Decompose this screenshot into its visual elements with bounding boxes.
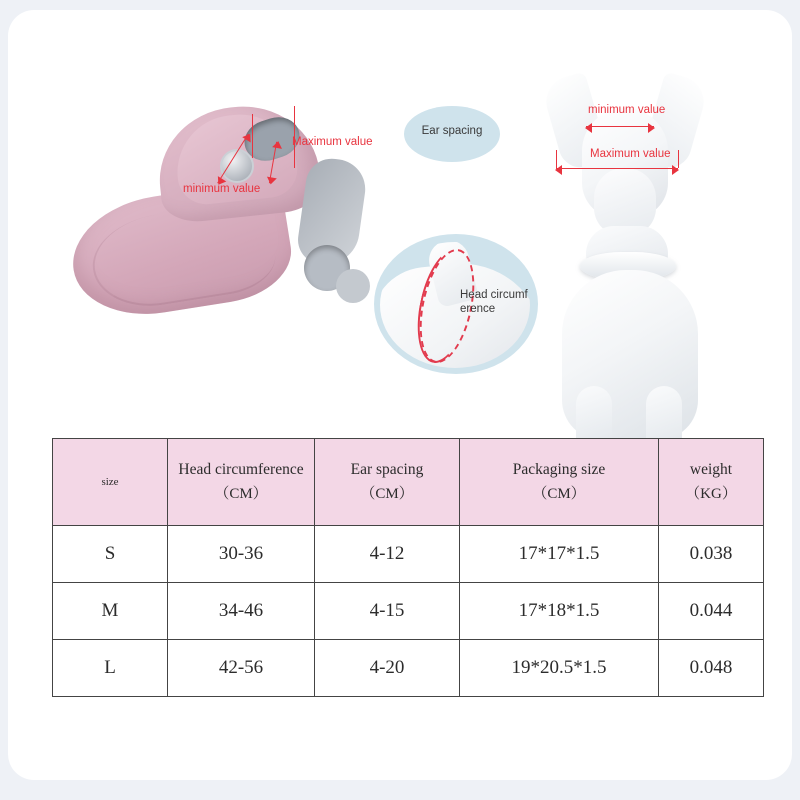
table-row bbox=[53, 640, 764, 697]
cell-weight: 0.044 bbox=[659, 583, 764, 640]
header-size bbox=[53, 439, 168, 526]
header-weight-unit: （KG） bbox=[685, 486, 737, 502]
header-packaging-size-title: Packaging size bbox=[512, 461, 606, 478]
size-spec-table bbox=[52, 438, 764, 697]
cell-size: M bbox=[53, 583, 168, 640]
header-head-circumference-title: Head circumference bbox=[178, 461, 304, 478]
table-row bbox=[53, 526, 764, 583]
cap-min-label: minimum value bbox=[183, 183, 261, 195]
header-ear-spacing-unit: （CM） bbox=[360, 486, 414, 502]
product-spec-card bbox=[8, 10, 792, 780]
header-packaging-size-unit: （CM） bbox=[532, 486, 586, 502]
cell-head-circumference: 30-36 bbox=[168, 526, 315, 583]
header-weight bbox=[659, 439, 764, 526]
cell-packaging-size: 17*18*1.5 bbox=[460, 583, 659, 640]
cell-size: L bbox=[53, 640, 168, 697]
table-header-row bbox=[53, 439, 764, 526]
cell-weight: 0.038 bbox=[659, 526, 764, 583]
table-body bbox=[53, 526, 764, 697]
cell-packaging-size: 19*20.5*1.5 bbox=[460, 640, 659, 697]
table-row bbox=[53, 583, 764, 640]
header-ear-spacing bbox=[315, 439, 460, 526]
dog-min-arrow bbox=[586, 126, 654, 127]
cell-weight: 0.048 bbox=[659, 640, 764, 697]
dog-max-arrow bbox=[556, 168, 678, 169]
cell-ear-spacing: 4-12 bbox=[315, 526, 460, 583]
head-circumference-text bbox=[460, 288, 536, 316]
header-head-circumference-unit: （CM） bbox=[214, 486, 268, 502]
header-size-title: size bbox=[101, 476, 119, 488]
cell-size: S bbox=[53, 526, 168, 583]
cell-head-circumference: 42-56 bbox=[168, 640, 315, 697]
cell-ear-spacing: 4-20 bbox=[315, 640, 460, 697]
cell-packaging-size: 17*17*1.5 bbox=[460, 526, 659, 583]
dog-min-label: minimum value bbox=[588, 104, 666, 116]
header-packaging-size bbox=[460, 439, 659, 526]
cap-strap-buckle bbox=[336, 269, 370, 303]
table-header bbox=[53, 439, 764, 526]
header-head-circumference bbox=[168, 439, 315, 526]
header-ear-spacing-title: Ear spacing bbox=[350, 461, 424, 478]
cell-ear-spacing: 4-15 bbox=[315, 583, 460, 640]
head-circumference-text-line1: Head circumf bbox=[460, 289, 528, 301]
illustration-area bbox=[8, 10, 792, 430]
pink-cap-illustration bbox=[48, 85, 358, 330]
dog-max-label: Maximum value bbox=[590, 148, 671, 160]
cell-head-circumference: 34-46 bbox=[168, 583, 315, 640]
head-circumference-text-line2: erence bbox=[460, 303, 496, 315]
dog-max-tick-right bbox=[678, 150, 679, 168]
ear-spacing-label: Ear spacing bbox=[421, 125, 483, 137]
dog-max-tick-left bbox=[556, 150, 557, 168]
cap-max-label: Maximum value bbox=[292, 136, 373, 148]
cap-button bbox=[220, 149, 254, 183]
header-weight-title: weight bbox=[689, 461, 733, 478]
